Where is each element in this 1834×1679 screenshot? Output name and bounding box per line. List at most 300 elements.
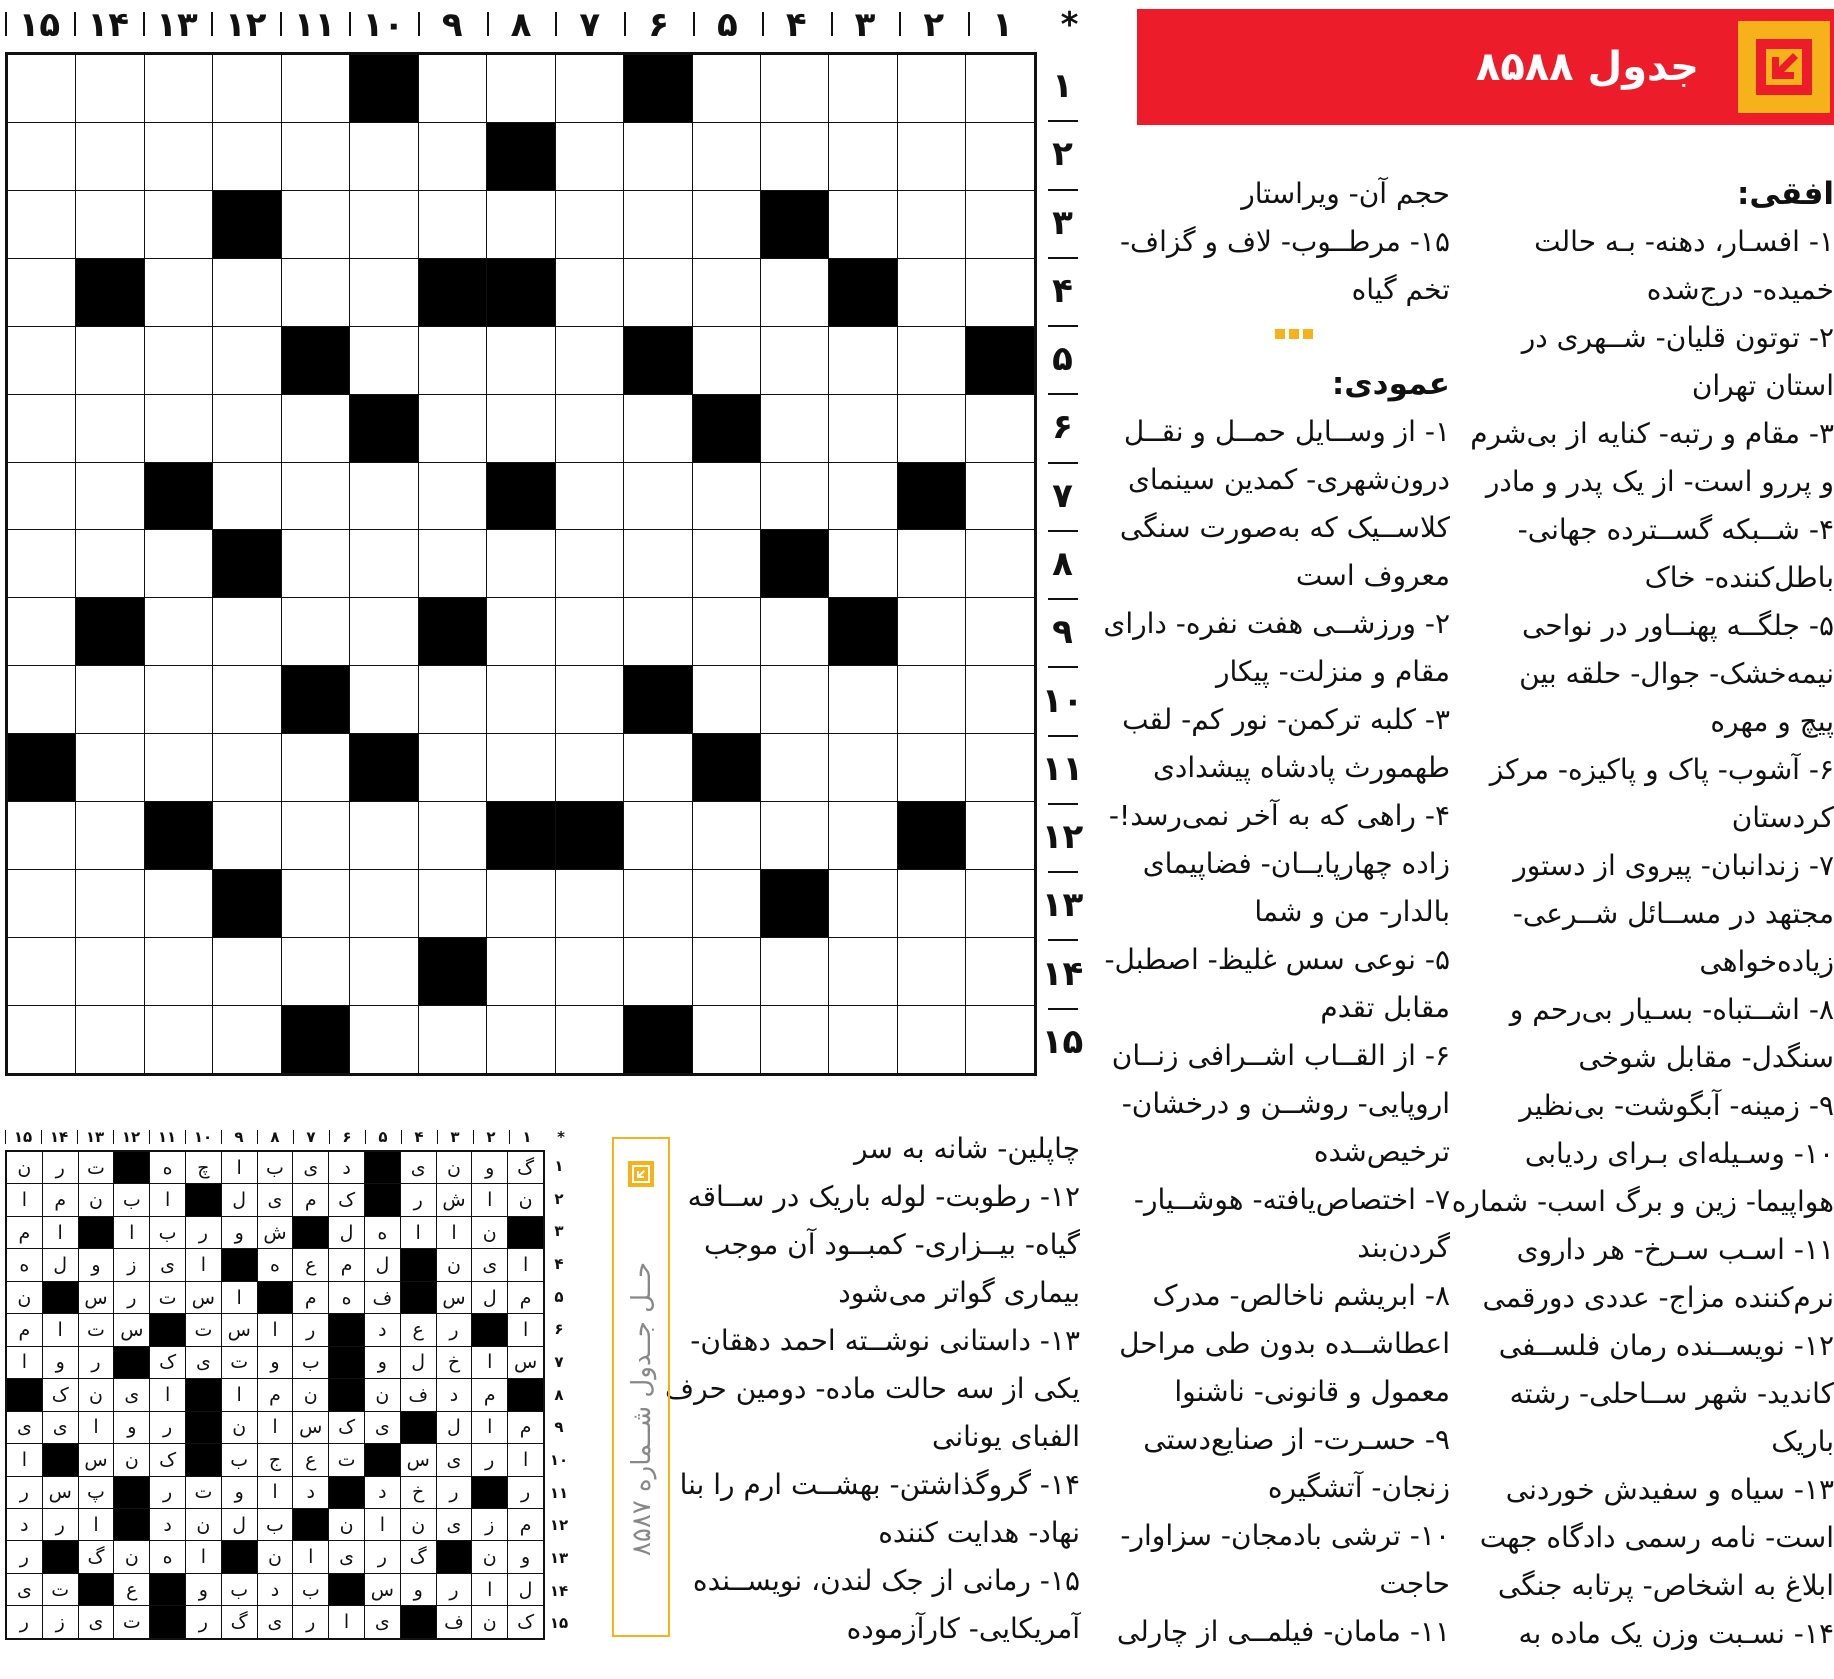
puzzle-cell[interactable]: [487, 870, 555, 938]
solution-cell: ت: [221, 1346, 257, 1378]
puzzle-cell[interactable]: [213, 802, 281, 870]
puzzle-cell[interactable]: [829, 870, 897, 938]
puzzle-cell[interactable]: [966, 190, 1035, 258]
puzzle-cell[interactable]: [418, 190, 486, 258]
column-number: ۷: [579, 5, 601, 45]
solution-cell: ه: [257, 1249, 293, 1281]
puzzle-cell[interactable]: [555, 1005, 623, 1073]
puzzle-cell[interactable]: [829, 1005, 897, 1073]
puzzle-cell[interactable]: [487, 326, 555, 394]
puzzle-cell[interactable]: [692, 462, 760, 530]
puzzle-cell[interactable]: [760, 258, 828, 326]
puzzle-cell[interactable]: [624, 802, 692, 870]
solution-cell: ف: [364, 1281, 400, 1313]
solution-cell: ن: [400, 1508, 436, 1540]
puzzle-cell[interactable]: [350, 258, 418, 326]
puzzle-cell[interactable]: [350, 122, 418, 190]
puzzle-cell[interactable]: [966, 55, 1035, 123]
puzzle-cell[interactable]: [281, 55, 349, 123]
puzzle-cell[interactable]: [760, 1005, 828, 1073]
puzzle-cell[interactable]: [897, 326, 965, 394]
puzzle-cell[interactable]: [76, 870, 144, 938]
solution-cell: ر: [436, 1314, 472, 1346]
solution-cell: ت: [185, 1314, 221, 1346]
puzzle-cell[interactable]: [213, 1005, 281, 1073]
solution-black-cell: [329, 1476, 365, 1508]
puzzle-cell[interactable]: [213, 734, 281, 802]
solution-cell: ک: [508, 1606, 544, 1639]
puzzle-cell[interactable]: [350, 530, 418, 598]
puzzle-cell[interactable]: [8, 1005, 76, 1073]
puzzle-cell[interactable]: [692, 530, 760, 598]
puzzle-cell[interactable]: [555, 530, 623, 598]
puzzle-cell[interactable]: [966, 258, 1035, 326]
black-cell: [487, 258, 555, 326]
puzzle-cell[interactable]: [76, 530, 144, 598]
clue-line: ۱۰- ترشی بادمجان- سزاوار-: [1120, 1519, 1450, 1552]
puzzle-cell[interactable]: [555, 937, 623, 1005]
puzzle-cell[interactable]: [692, 937, 760, 1005]
solution-column-number: ۶: [342, 1128, 352, 1146]
clue-line: زیاده‌خواهی: [1699, 945, 1834, 978]
solution-cell: ر: [293, 1314, 329, 1346]
puzzle-cell[interactable]: [213, 462, 281, 530]
puzzle-cell[interactable]: [897, 394, 965, 462]
puzzle-cell[interactable]: [281, 734, 349, 802]
puzzle-cell[interactable]: [624, 258, 692, 326]
puzzle-cell[interactable]: [281, 530, 349, 598]
black-cell: [829, 258, 897, 326]
clue-line: درون‌شهری- کمدین سینمای: [1127, 463, 1450, 496]
puzzle-cell[interactable]: [555, 666, 623, 734]
black-cell: [966, 326, 1035, 394]
puzzle-cell[interactable]: [760, 122, 828, 190]
solution-cell: و: [364, 1346, 400, 1378]
puzzle-cell[interactable]: [897, 870, 965, 938]
row-separator: [1048, 871, 1078, 873]
puzzle-cell[interactable]: [897, 122, 965, 190]
clue-line: گیاه- بیــزاری- کمبــود آن موجب: [703, 1228, 1080, 1261]
puzzle-cell[interactable]: [281, 802, 349, 870]
column-separator: [831, 12, 833, 36]
puzzle-cell[interactable]: [281, 462, 349, 530]
puzzle-cell[interactable]: [418, 1005, 486, 1073]
solution-cell: م: [508, 1508, 544, 1540]
black-cell: [281, 666, 349, 734]
solution-cell: ر: [293, 1606, 329, 1639]
puzzle-cell[interactable]: [418, 122, 486, 190]
puzzle-cell[interactable]: [144, 937, 212, 1005]
column-separator: [473, 1130, 474, 1144]
solution-cell: ه: [329, 1281, 365, 1313]
column-number-header: [5, 0, 1085, 50]
clue-line: بالدار- من و شما: [1254, 895, 1450, 928]
solution-cell: س: [114, 1314, 150, 1346]
solution-black-cell: [221, 1249, 257, 1281]
solution-cell: و: [221, 1216, 257, 1248]
puzzle-cell[interactable]: [692, 666, 760, 734]
column-separator: [77, 1130, 78, 1144]
puzzle-cell[interactable]: [966, 462, 1035, 530]
puzzle-cell[interactable]: [966, 666, 1035, 734]
puzzle-cell[interactable]: [555, 55, 623, 123]
puzzle-cell[interactable]: [897, 937, 965, 1005]
puzzle-cell[interactable]: [350, 1005, 418, 1073]
solution-cell: ک: [329, 1411, 365, 1443]
puzzle-cell[interactable]: [144, 326, 212, 394]
column-separator: [487, 12, 489, 36]
puzzle-cell[interactable]: [76, 734, 144, 802]
puzzle-cell[interactable]: [350, 870, 418, 938]
row-separator: [1048, 120, 1078, 122]
puzzle-cell[interactable]: [555, 326, 623, 394]
puzzle-cell[interactable]: [8, 190, 76, 258]
puzzle-cell[interactable]: [76, 802, 144, 870]
column-separator: [143, 12, 145, 36]
solution-cell: ع: [293, 1444, 329, 1476]
puzzle-cell[interactable]: [555, 870, 623, 938]
black-cell: [350, 734, 418, 802]
puzzle-cell[interactable]: [76, 326, 144, 394]
puzzle-cell[interactable]: [966, 802, 1035, 870]
puzzle-cell[interactable]: [213, 666, 281, 734]
puzzle-cell[interactable]: [144, 530, 212, 598]
puzzle-cell[interactable]: [418, 55, 486, 123]
column-separator: [211, 12, 213, 36]
puzzle-cell[interactable]: [760, 394, 828, 462]
puzzle-cell[interactable]: [624, 530, 692, 598]
column-number: ۱: [992, 5, 1013, 45]
clue-line: نیمه‌خشک- جوال- حلقه بین: [1519, 657, 1834, 690]
puzzle-cell[interactable]: [829, 802, 897, 870]
puzzle-cell[interactable]: [281, 122, 349, 190]
solution-cell: ا: [436, 1216, 472, 1248]
puzzle-cell[interactable]: [418, 530, 486, 598]
puzzle-cell[interactable]: [213, 258, 281, 326]
puzzle-cell[interactable]: [555, 258, 623, 326]
puzzle-cell[interactable]: [897, 734, 965, 802]
puzzle-cell[interactable]: [555, 394, 623, 462]
solution-cell: ن: [508, 1184, 544, 1216]
clue-line: استان تهران: [1691, 369, 1834, 402]
puzzle-cell[interactable]: [76, 1005, 144, 1073]
solution-cell: ا: [508, 1249, 544, 1281]
puzzle-cell[interactable]: [897, 598, 965, 666]
solution-cell: پ: [78, 1476, 114, 1508]
puzzle-cell[interactable]: [487, 190, 555, 258]
puzzle-cell[interactable]: [487, 666, 555, 734]
puzzle-cell[interactable]: [8, 666, 76, 734]
solution-cell: و: [508, 1541, 544, 1573]
puzzle-cell[interactable]: [692, 55, 760, 123]
puzzle-cell[interactable]: [829, 394, 897, 462]
black-cell: [281, 326, 349, 394]
puzzle-cell[interactable]: [624, 394, 692, 462]
puzzle-cell[interactable]: [8, 462, 76, 530]
puzzle-cell[interactable]: [760, 462, 828, 530]
solution-cell: ت: [114, 1606, 150, 1639]
puzzle-cell[interactable]: [8, 258, 76, 326]
solution-column-number: ۱۰: [193, 1128, 213, 1146]
puzzle-cell[interactable]: [144, 258, 212, 326]
puzzle-cell[interactable]: [487, 937, 555, 1005]
puzzle-cell[interactable]: [213, 598, 281, 666]
puzzle-cell[interactable]: [8, 530, 76, 598]
puzzle-cell[interactable]: [418, 666, 486, 734]
puzzle-cell[interactable]: [624, 937, 692, 1005]
solution-cell: س: [364, 1573, 400, 1605]
column-number: ۵: [717, 5, 738, 45]
puzzle-cell[interactable]: [144, 598, 212, 666]
puzzle-cell[interactable]: [692, 258, 760, 326]
solution-cell: ت: [78, 1152, 114, 1184]
puzzle-cell[interactable]: [281, 598, 349, 666]
puzzle-cell[interactable]: [966, 122, 1035, 190]
puzzle-cell[interactable]: [418, 802, 486, 870]
puzzle-cell[interactable]: [555, 122, 623, 190]
clue-line: ۱۵- رمانی از جک لندن، نویســنده: [692, 1564, 1080, 1597]
puzzle-cell[interactable]: [624, 870, 692, 938]
header-star: *: [557, 1128, 565, 1146]
puzzle-cell[interactable]: [350, 326, 418, 394]
puzzle-cell[interactable]: [692, 802, 760, 870]
puzzle-cell[interactable]: [76, 394, 144, 462]
puzzle-cell[interactable]: [692, 326, 760, 394]
black-cell: [418, 258, 486, 326]
solution-cell: ا: [150, 1184, 186, 1216]
solution-cell: ب: [150, 1216, 186, 1248]
puzzle-cell[interactable]: [760, 937, 828, 1005]
solution-cell: ا: [7, 1184, 43, 1216]
puzzle-cell[interactable]: [966, 598, 1035, 666]
puzzle-cell[interactable]: [350, 462, 418, 530]
puzzle-cell[interactable]: [829, 937, 897, 1005]
black-cell: [213, 530, 281, 598]
clue-line: مجتهد در مســائل شــرعی-: [1512, 897, 1834, 930]
puzzle-cell[interactable]: [692, 1005, 760, 1073]
puzzle-cell[interactable]: [829, 122, 897, 190]
solution-cell: ب: [293, 1573, 329, 1605]
puzzle-cell[interactable]: [144, 190, 212, 258]
puzzle-cell[interactable]: [350, 666, 418, 734]
puzzle-cell[interactable]: [76, 666, 144, 734]
puzzle-cell[interactable]: [897, 55, 965, 123]
puzzle-cell[interactable]: [8, 122, 76, 190]
solution-cell: چ: [185, 1152, 221, 1184]
crossword-grid[interactable]: [5, 52, 1037, 1076]
puzzle-cell[interactable]: [418, 326, 486, 394]
puzzle-cell[interactable]: [966, 937, 1035, 1005]
clue-line: ۶- آشوب- پاک و پاکیزه- مرکز: [1489, 753, 1834, 786]
solution-cell: و: [114, 1411, 150, 1443]
clue-line: کلاســیک که به‌صورت سنگی: [1119, 511, 1450, 544]
puzzle-cell[interactable]: [350, 190, 418, 258]
solution-black-cell: [185, 1411, 221, 1443]
puzzle-title: جدول ۸۵۸۸: [1475, 44, 1699, 90]
puzzle-cell[interactable]: [760, 598, 828, 666]
puzzle-cell[interactable]: [487, 55, 555, 123]
puzzle-cell[interactable]: [76, 462, 144, 530]
puzzle-cell[interactable]: [487, 734, 555, 802]
row-separator: [1048, 530, 1078, 532]
solution-cell: ی: [293, 1152, 329, 1184]
puzzle-cell[interactable]: [8, 394, 76, 462]
arrow-logo-icon: [628, 1161, 654, 1187]
puzzle-cell[interactable]: [281, 870, 349, 938]
puzzle-cell[interactable]: [8, 326, 76, 394]
puzzle-cell[interactable]: [76, 55, 144, 123]
row-number: ۱: [1052, 66, 1073, 107]
puzzle-cell[interactable]: [897, 530, 965, 598]
puzzle-cell[interactable]: [966, 394, 1035, 462]
puzzle-cell[interactable]: [76, 190, 144, 258]
puzzle-cell[interactable]: [760, 666, 828, 734]
puzzle-cell[interactable]: [281, 937, 349, 1005]
solution-cell: ا: [150, 1379, 186, 1411]
solution-cell: ی: [7, 1573, 43, 1605]
solution-row-number: ۵: [554, 1287, 564, 1306]
puzzle-cell[interactable]: [418, 394, 486, 462]
puzzle-cell[interactable]: [829, 190, 897, 258]
clue-line: ۴- شــبکه گســترده جهانی-: [1517, 513, 1834, 546]
puzzle-cell[interactable]: [281, 190, 349, 258]
puzzle-cell[interactable]: [897, 190, 965, 258]
puzzle-cell[interactable]: [624, 122, 692, 190]
puzzle-cell[interactable]: [350, 802, 418, 870]
solution-cell: ع: [400, 1314, 436, 1346]
puzzle-cell[interactable]: [487, 394, 555, 462]
column-number: ۱۳: [156, 5, 198, 45]
column-number: ۱۵: [18, 5, 61, 45]
puzzle-cell[interactable]: [213, 394, 281, 462]
solution-cell: ی: [150, 1249, 186, 1281]
puzzle-cell[interactable]: [692, 598, 760, 666]
black-cell: [418, 937, 486, 1005]
solution-cell: ز: [42, 1606, 78, 1639]
puzzle-cell[interactable]: [350, 598, 418, 666]
solution-column-number: ۴: [414, 1128, 424, 1146]
solution-cell: ه: [150, 1541, 186, 1573]
puzzle-cell[interactable]: [8, 598, 76, 666]
solution-row-number: ۸: [554, 1385, 564, 1404]
solution-cell: ا: [472, 1573, 508, 1605]
puzzle-cell[interactable]: [966, 530, 1035, 598]
solution-label-box: [612, 1137, 670, 1637]
puzzle-cell[interactable]: [418, 462, 486, 530]
puzzle-cell[interactable]: [144, 122, 212, 190]
puzzle-cell[interactable]: [418, 734, 486, 802]
solution-cell: م: [329, 1249, 365, 1281]
puzzle-cell[interactable]: [213, 937, 281, 1005]
puzzle-cell[interactable]: [144, 1005, 212, 1073]
puzzle-cell[interactable]: [281, 258, 349, 326]
solution-cell: ن: [472, 1541, 508, 1573]
puzzle-cell[interactable]: [487, 530, 555, 598]
puzzle-cell[interactable]: [966, 1005, 1035, 1073]
clue-line: نهاد- هدایت کننده: [878, 1516, 1080, 1549]
solution-cell: س: [185, 1281, 221, 1313]
puzzle-cell[interactable]: [144, 394, 212, 462]
puzzle-cell[interactable]: [829, 734, 897, 802]
puzzle-cell[interactable]: [692, 122, 760, 190]
solution-cell: س: [436, 1281, 472, 1313]
puzzle-cell[interactable]: [897, 666, 965, 734]
puzzle-cell[interactable]: [624, 734, 692, 802]
black-cell: [624, 326, 692, 394]
puzzle-cell[interactable]: [8, 870, 76, 938]
solution-cell: م: [508, 1281, 544, 1313]
clue-line: ۸- اشــتباه- بسـیار بی‌رحم و: [1509, 993, 1834, 1026]
puzzle-cell[interactable]: [624, 598, 692, 666]
puzzle-cell[interactable]: [760, 55, 828, 123]
puzzle-cell[interactable]: [897, 1005, 965, 1073]
solution-cell: ن: [185, 1508, 221, 1540]
clue-line: گردن‌بند: [1357, 1231, 1450, 1264]
puzzle-cell[interactable]: [144, 734, 212, 802]
solution-cell: ل: [329, 1216, 365, 1248]
puzzle-cell[interactable]: [829, 462, 897, 530]
puzzle-cell[interactable]: [966, 870, 1035, 938]
puzzle-cell[interactable]: [418, 870, 486, 938]
title-banner: [1137, 9, 1834, 125]
puzzle-cell[interactable]: [350, 937, 418, 1005]
clue-line: باطل‌کننده- خاک: [1644, 561, 1834, 594]
puzzle-cell[interactable]: [487, 1005, 555, 1073]
puzzle-cell[interactable]: [8, 802, 76, 870]
puzzle-cell[interactable]: [144, 666, 212, 734]
puzzle-cell[interactable]: [213, 122, 281, 190]
puzzle-cell[interactable]: [966, 734, 1035, 802]
puzzle-cell[interactable]: [213, 55, 281, 123]
puzzle-cell[interactable]: [555, 462, 623, 530]
puzzle-cell[interactable]: [624, 190, 692, 258]
puzzle-cell[interactable]: [213, 326, 281, 394]
solution-cell: د: [436, 1379, 472, 1411]
solution-column-number: ۳: [450, 1128, 460, 1146]
puzzle-cell[interactable]: [144, 55, 212, 123]
puzzle-cell[interactable]: [487, 598, 555, 666]
puzzle-cell[interactable]: [555, 734, 623, 802]
row-number: ۷: [1052, 475, 1073, 516]
puzzle-cell[interactable]: [829, 55, 897, 123]
puzzle-cell[interactable]: [829, 530, 897, 598]
puzzle-cell[interactable]: [8, 937, 76, 1005]
puzzle-cell[interactable]: [692, 190, 760, 258]
puzzle-cell[interactable]: [8, 55, 76, 123]
solution-row-number: ۱: [554, 1157, 564, 1175]
solution-black-cell: [400, 1606, 436, 1639]
puzzle-cell[interactable]: [760, 734, 828, 802]
puzzle-cell[interactable]: [760, 802, 828, 870]
puzzle-cell[interactable]: [76, 937, 144, 1005]
puzzle-cell[interactable]: [760, 326, 828, 394]
puzzle-cell[interactable]: [829, 666, 897, 734]
solution-cell: ل: [364, 1249, 400, 1281]
puzzle-cell[interactable]: [829, 326, 897, 394]
clue-line: ۱- از وســایل حمــل و نقــل: [1123, 415, 1450, 448]
puzzle-cell[interactable]: [555, 598, 623, 666]
puzzle-cell[interactable]: [624, 462, 692, 530]
puzzle-cell[interactable]: [76, 122, 144, 190]
puzzle-cell[interactable]: [897, 258, 965, 326]
solution-black-cell: [185, 1184, 221, 1216]
puzzle-cell[interactable]: [144, 870, 212, 938]
puzzle-cell[interactable]: [281, 394, 349, 462]
solution-cell: ی: [78, 1606, 114, 1639]
puzzle-cell[interactable]: [692, 870, 760, 938]
solution-row-number: ۱۵: [549, 1614, 569, 1633]
puzzle-cell[interactable]: [555, 190, 623, 258]
